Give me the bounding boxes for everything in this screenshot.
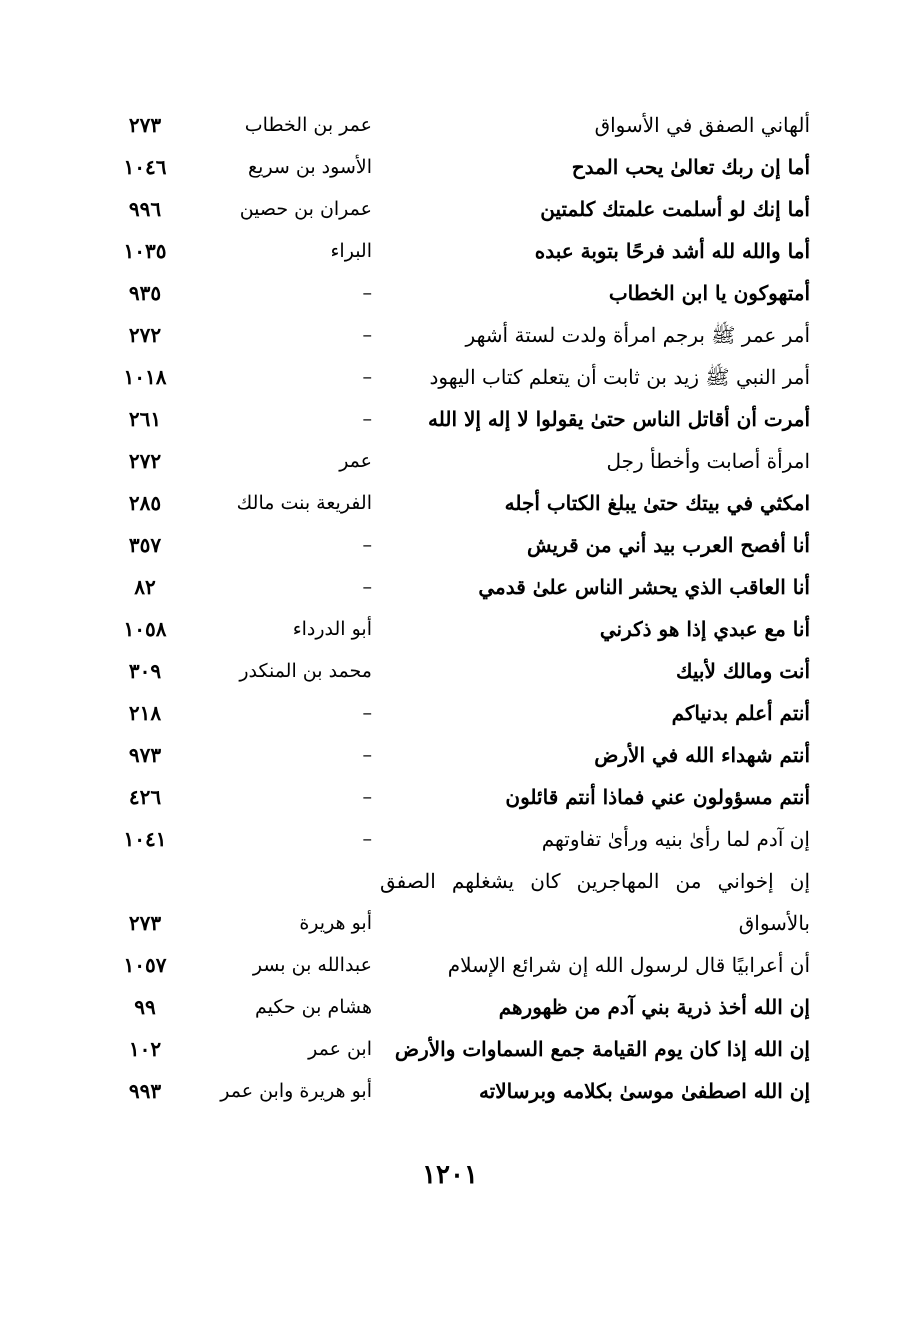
index-row — [110, 146, 810, 188]
hadith-title: امرأة أصابت وأخطأ رجل — [606, 449, 810, 473]
page-reference: ٨٢ — [134, 575, 156, 599]
page-reference: ٢٧٢ — [128, 323, 162, 347]
page-number: ١٢٠١ — [422, 1160, 478, 1190]
hadith-title: أن أعرابيًا قال لرسول الله إن شرائع الإسلام — [447, 953, 810, 977]
index-row — [110, 314, 810, 356]
page-reference: ٩٧٣ — [128, 743, 162, 767]
index-row — [110, 482, 810, 524]
page-reference: ١٠٥٨ — [123, 617, 167, 641]
hadith-title: أما إنك لو أسلمت علمتك كلمتين — [540, 197, 810, 221]
hadith-title: أمر النبي ﷺ زيد بن ثابت أن يتعلم كتاب اليهود — [429, 365, 810, 389]
index-row — [110, 986, 810, 1028]
hadith-title: أمرت أن أقاتل الناس حتىٰ يقولوا لا إله إلا الله — [428, 407, 810, 431]
narrator: – — [362, 366, 372, 388]
narrator: – — [362, 534, 372, 556]
index-row — [110, 1028, 810, 1070]
hadith-title: أما إن ربك تعالىٰ يحب المدح — [571, 155, 810, 179]
narrator: – — [362, 744, 372, 766]
narrator: – — [362, 324, 372, 346]
page-reference: ٩٩ — [134, 995, 156, 1019]
narrator: أبو هريرة — [299, 912, 372, 934]
page-reference: ٣٠٩ — [128, 659, 162, 683]
narrator: أبو الدرداء — [292, 618, 372, 640]
index-row — [110, 398, 810, 440]
page-reference: ٢٦١ — [128, 407, 162, 431]
narrator: ابن عمر — [308, 1038, 372, 1060]
hadith-title: إن إخواني من المهاجرين كان يشغلهم الصفق بالأسواق — [380, 869, 810, 935]
hadith-title: امكثي في بيتك حتىٰ يبلغ الكتاب أجله — [504, 491, 810, 515]
narrator: عمر — [339, 450, 372, 472]
page-reference: ٩٩٦ — [128, 197, 162, 221]
hadith-title: إن الله أخذ ذرية بني آدم من ظهورهم — [498, 995, 810, 1019]
hadith-title: أنا أفصح العرب بيد أني من قريش — [526, 533, 810, 557]
page-reference: ٢١٨ — [128, 701, 162, 725]
page-reference: ١٠٤١ — [123, 827, 167, 851]
page-reference: ٩٣٥ — [128, 281, 162, 305]
page-reference: ٢٨٥ — [128, 491, 162, 515]
index-row — [110, 272, 810, 314]
hadith-title: أمر عمر ﷺ برجم امرأة ولدت لستة أشهر — [465, 323, 810, 347]
index-row — [110, 692, 810, 734]
narrator: – — [362, 702, 372, 724]
narrator: عمران بن حصين — [239, 198, 372, 220]
narrator: الفريعة بنت مالك — [236, 492, 372, 514]
page-reference: ٣٥٧ — [128, 533, 162, 557]
hadith-title: أنتم مسؤولون عني فماذا أنتم قائلون — [505, 785, 810, 809]
index-row — [110, 440, 810, 482]
hadith-title: ألهاني الصفق في الأسواق — [594, 113, 810, 137]
index-row — [110, 104, 810, 146]
narrator: عبدالله بن بسر — [252, 954, 372, 976]
hadith-title: أنتم أعلم بدنياكم — [671, 701, 810, 725]
index-row — [110, 1070, 810, 1112]
hadith-title: إن الله إذا كان يوم القيامة جمع السماوات والأرض — [394, 1037, 810, 1061]
narrator: – — [362, 828, 372, 850]
page-reference: ١٠٥٧ — [123, 953, 167, 977]
index-row — [110, 566, 810, 608]
hadith-title: أنا مع عبدي إذا هو ذكرني — [599, 617, 810, 641]
index-row — [110, 524, 810, 566]
page-reference: ١٠١٨ — [123, 365, 167, 389]
hadith-title: إن الله اصطفىٰ موسىٰ بكلامه وبرسالاته — [478, 1079, 810, 1103]
hadith-title: أنا العاقب الذي يحشر الناس علىٰ قدمي — [478, 575, 810, 599]
narrator: – — [362, 282, 372, 304]
hadith-title: أنت ومالك لأبيك — [676, 659, 810, 683]
index-row — [110, 776, 810, 818]
index-row — [110, 734, 810, 776]
index-row — [110, 356, 810, 398]
narrator: – — [362, 576, 372, 598]
page-reference: ٢٧٢ — [128, 449, 162, 473]
index-row — [110, 818, 810, 860]
narrator: عمر بن الخطاب — [244, 114, 372, 136]
narrator: البراء — [330, 240, 372, 262]
narrator: هشام بن حكيم — [255, 996, 372, 1018]
hadith-title: أمتهوكون يا ابن الخطاب — [608, 281, 810, 305]
page-reference: ١٠٢ — [128, 1037, 162, 1061]
index-row — [110, 650, 810, 692]
hadith-index-table — [110, 104, 810, 1112]
hadith-title: أما والله لله أشد فرحًا بتوبة عبده — [534, 239, 810, 263]
index-row — [110, 944, 810, 986]
page-reference: ٢٧٣ — [128, 113, 162, 137]
page-reference: ١٠٤٦ — [123, 155, 167, 179]
page-reference: ٩٩٣ — [128, 1079, 162, 1103]
index-row — [110, 860, 810, 944]
hadith-title: أنتم شهداء الله في الأرض — [594, 743, 810, 767]
index-row — [110, 230, 810, 272]
page-reference: ٢٧٣ — [128, 911, 162, 935]
page-reference: ١٠٣٥ — [123, 239, 167, 263]
index-row — [110, 608, 810, 650]
index-row — [110, 188, 810, 230]
narrator: – — [362, 408, 372, 430]
narrator: – — [362, 786, 372, 808]
page-reference: ٤٢٦ — [128, 785, 162, 809]
narrator: محمد بن المنكدر — [239, 660, 372, 682]
narrator: أبو هريرة وابن عمر — [220, 1080, 372, 1102]
hadith-title: إن آدم لما رأىٰ بنيه ورأىٰ تفاوتهم — [541, 827, 810, 851]
narrator: الأسود بن سريع — [248, 156, 372, 178]
